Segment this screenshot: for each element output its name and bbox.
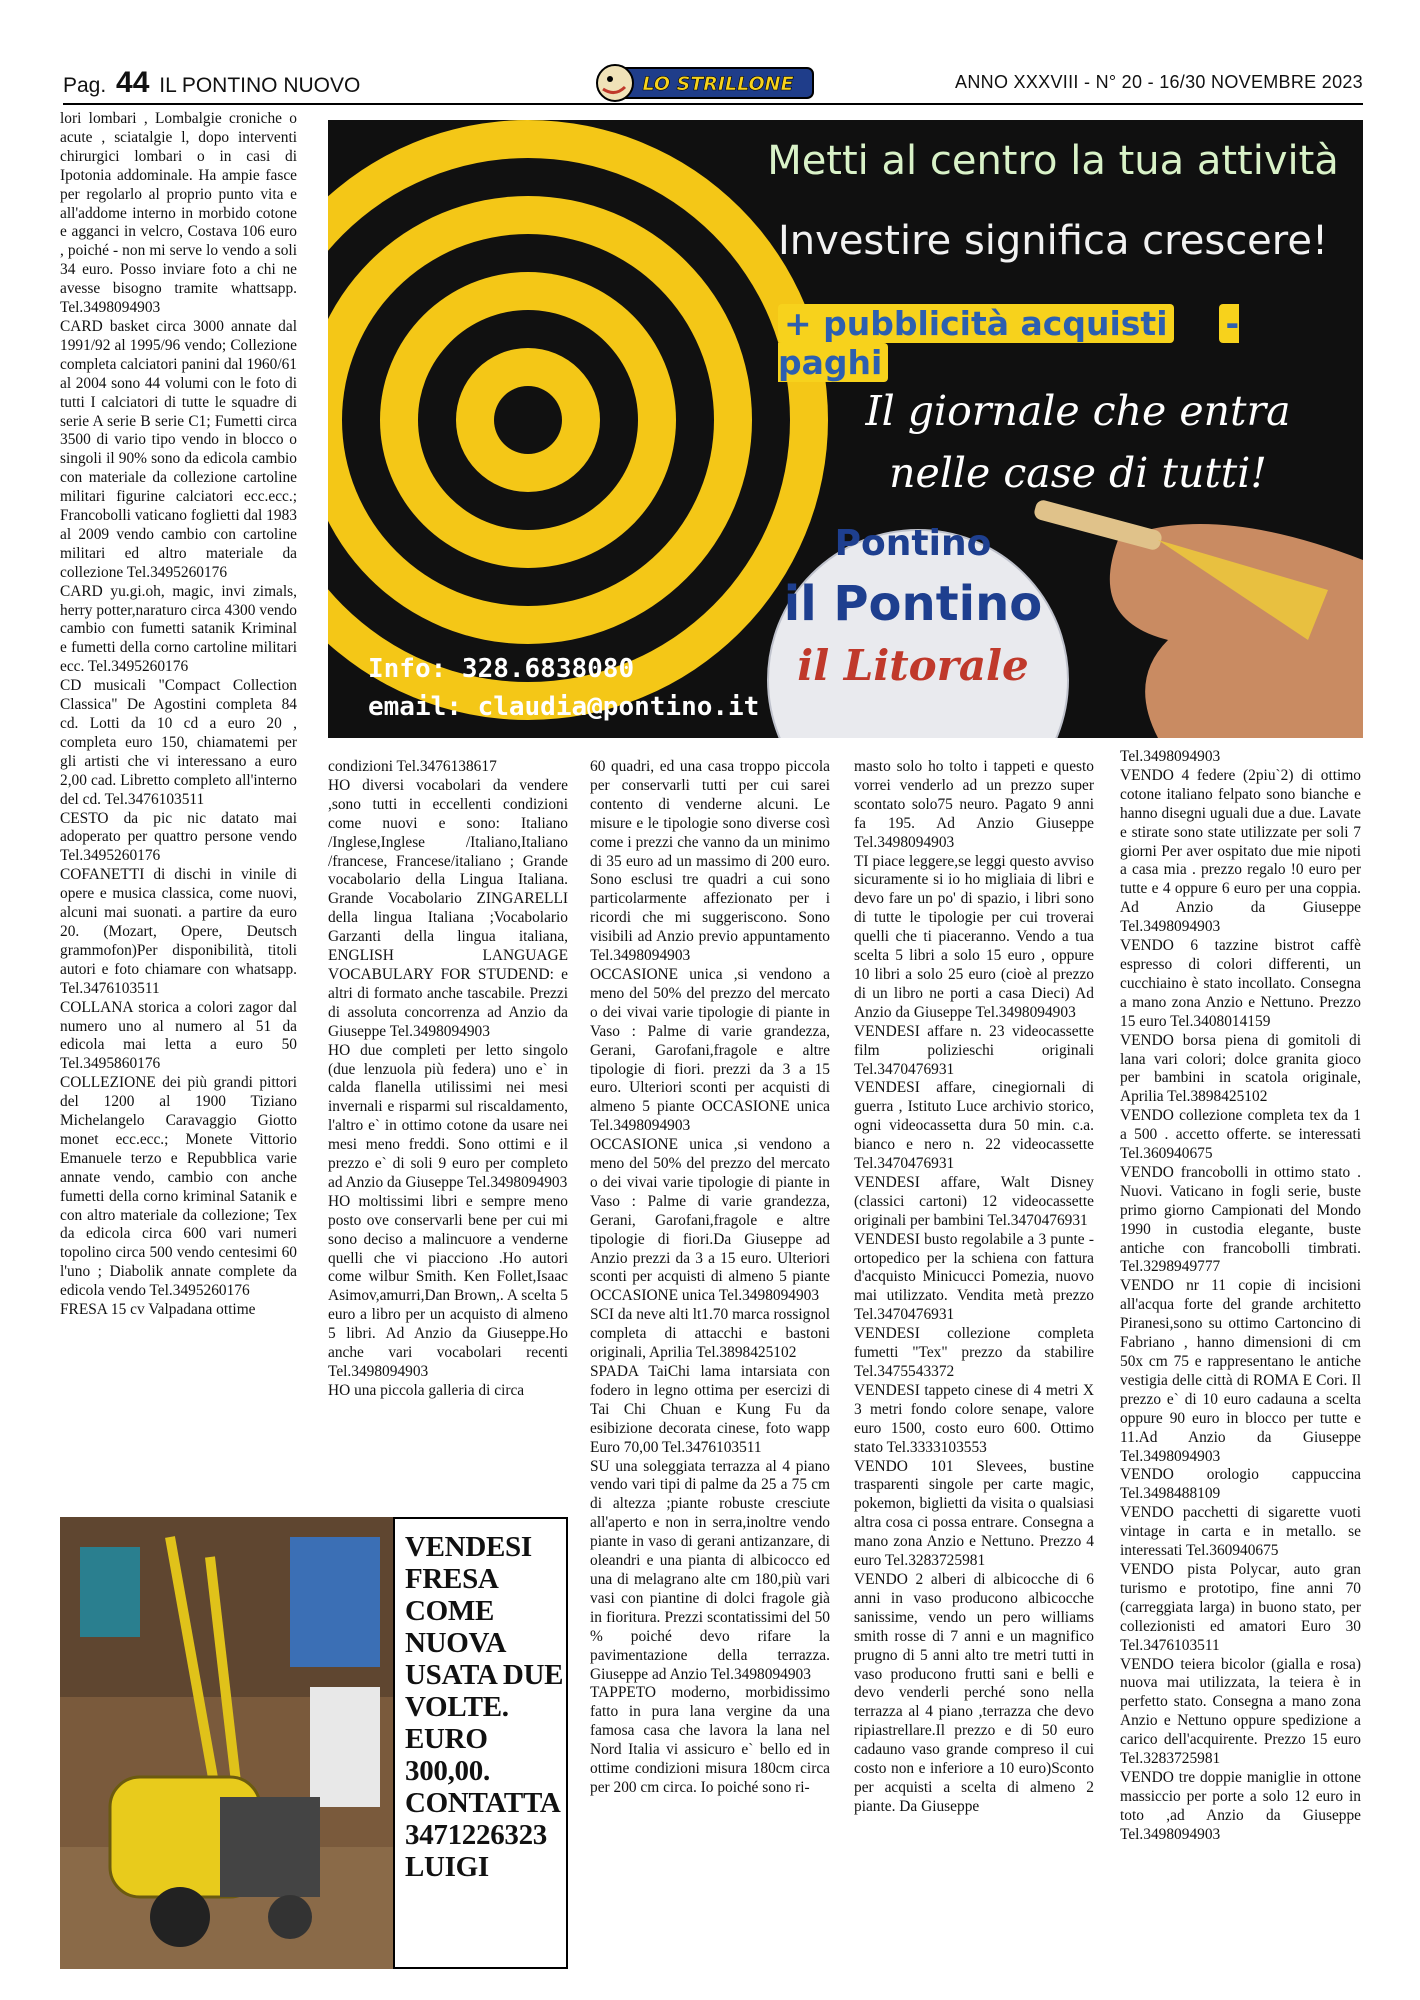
classifieds-column-1 [60, 110, 297, 1500]
classified-entry: COFANETTI di dischi in vinile di opere e musica classica, come nuovi, alcuni mai suonati. a partire da euro 20. (Mozart, Opere, Deutsch grammofon)Per disponibilità, titoli autori e foto chiamare con whatsapp. Tel.3476103511 [60, 866, 297, 997]
classified-entry: VENDESI busto regolabile a 3 punte - ortopedico per la schiena con fattura d'acquisto Minicucci Pomezia, nuovo mai utilizzato. Vendita metà prezzo Tel.3470476931 [854, 1230, 1094, 1324]
ad-slogan-line2: nelle case di tutti! [889, 449, 1267, 497]
classified-entry: lori lombari , Lombalgie croniche o acute , sciatalgie l, dopo interventi chirurgici lombari o in casi di Ipotonia addominale. Ha ampie fasce per regolarlo al proprio punto vita e all'addome interno in morbido cotone e agganci in velcro, Costava 106 euro , poiché - non mi serve lo vendo a soli 34 euro. Posso inviare foto a chi ne avesse bisogno tramite whattsapp. Tel.3498094903 [60, 110, 297, 317]
classified-entry: HO moltissimi libri e sempre meno posto ove conservarli bene per cui mi sono deciso a malincuore a venderne quelli che vi piacciono .Ho autori come wilbur Smith. Ken Follet,Isaac Asimov,amurri,Dan Brown,. A scelta 5 euro a libro per un acquisto di almeno 5 libri. Ad Anzio da Giuseppe.Ho anche vari vocabolari recenti Tel.3498094903 [328, 1192, 568, 1380]
paper-name: IL PONTINO NUOVO [159, 74, 361, 97]
classified-entry: VENDO 2 alberi di albicocche di 6 anni in vaso producono albicocche sanissime, vendo un pero williams smith rosse di 7 anni e un magnifico prugno di 5 anni alto tre metri tutti in vaso producono frutti sani e belli e devo venderli perché sono nella terrazza al 4 piano ,terrazza che devo ripiastrellare.Il prezzo e di 50 euro cadauno vaso grande compreso il cui costo non e inferiore a 10 euro)Sconto per acquisti a scelta di almeno 2 piante. Da Giuseppe [854, 1570, 1094, 1815]
classified-entry: VENDO 4 federe (2piu`2) di ottimo cotone italiano felpato sono bianche e hanno disegni uguali due a due. Lavate e stirate sono state utilizzate per soli 7 giorni Per aver ospitato due mie nipoti a casa mia . prezzo regalo !0 euro per tutte e 4 oppure 6 euro per una coppia. Ad Anzio da Giuseppe Tel.3498094903 [1120, 766, 1361, 936]
classified-entry: VENDO pacchetti di sigarette vuoti vintage in carta e in metallo. se interessati Tel.360940675 [1120, 1504, 1361, 1560]
classified-entry: VENDO nr 11 copie di incisioni all'acqua forte del grande architetto Piranesi,sono su ottimo Cartoncino di Fabriano , hanno dimensioni di cm 50x cm 75 e rappresentano le antiche vestigia delle città di ROMA E Cori. Il prezzo e` di 10 euro cadauna a scelta oppure 90 euro in blocco per tutte e 11.Ad Anzio da Giuseppe Tel.3498094903 [1120, 1277, 1361, 1465]
classified-entry: COLLEZIONE dei più grandi pittori del 1200 al 1900 Tiziano Michelangelo Caravaggio Giotto monet ecc.ecc.; Monete Vittorio Emanuele terzo e Repubblica varie annate vendo, cambio con anche fumetti della corno kriminal Satanik e con altro materiale da collezione; Tex da edicola circa 600 vari numeri topolino circa 500 vendo centesimi 60 l'uno ; Diabolik annate complete da edicola vendo Tel.3495260176 [60, 1074, 297, 1300]
header-left [63, 66, 360, 100]
ball-text-il-pontino: il Pontino [783, 576, 1043, 632]
classified-entry: VENDO collezione completa tex da 1 a 500 . accetto offerte. se interessati Tel.360940675 [1120, 1107, 1361, 1163]
classifieds-column-4 [854, 758, 1094, 1968]
page-number: 44 [116, 66, 150, 99]
fresa-photo [60, 1517, 393, 1969]
classified-entry: OCCASIONE unica ,si vendono a meno del 50% del prezzo del mercato o dei vivai varie tipologie di piante in Vaso : Palme di varie grandezza, Gerani, Garofani,fragole e altre tipologie di fiori. prezzi da 3 a 15 euro. Ulteriori sconti per acquisti di almeno 5 piante OCCASIONE unica Tel.3498094903 [590, 965, 830, 1135]
lo-strillone-logo [593, 62, 823, 104]
ad-contact [368, 650, 759, 726]
classified-entry: FRESA 15 cv Valpadana ottime [60, 1301, 256, 1319]
classified-entry: VENDO pista Polycar, auto gran turismo e prototipo, fine anni 70 (carreggiata larga) in buono stato, per collezionisti ed amatori Euro 30 Tel.3476103511 [1120, 1560, 1361, 1654]
classified-entry: VENDO 6 tazzine bistrot caffè espresso di colori differenti, un cucchiaino è stato incollato. Consegna a mano zona Anzio e Nettuno. Prezzo 15 euro Tel.3408014159 [1120, 937, 1361, 1030]
classified-entry: VENDO teiera bicolor (gialla e rosa) nuova mai utilizzata, la teiera è in perfetto stato. Consegna a mano zona Anzio e Nettuno oppure spedizione a carico dell'acquirente. Prezzo 15 euro Tel.3283725981 [1120, 1655, 1361, 1768]
classified-entry: VENDO 101 Slevees, bustine trasparenti singole per carte magic, pokemon, biglietti da visita o qualsiasi altra cosa ci possa entrare. Consegna a mano zona Anzio e Nettuno. Prezzo 4 euro Tel.3283725981 [854, 1457, 1094, 1570]
classified-entry: HO due completi per letto singolo (due lenzuola più federa) uno e` in calda flanella utilissimi nei mesi invernali e risparmi sul riscaldamento, l'altro e` in ottimo cotone da usare nei mesi meno freddi. Sono ottimi e il prezzo e` di soli 9 euro per completo ad Anzio da Giuseppe Tel.3498094903 [328, 1041, 568, 1191]
classified-entry: masto solo ho tolto i tappeti e questo vorrei venderlo ad un prezzo super scontato solo75 neuro. Pagato 9 anni fa 195. Ad Anzio Giuseppe Tel.3498094903 [854, 758, 1094, 851]
fresa-ad-box [393, 1517, 568, 1969]
fresa-ad-text: VENDESI FRESA COME NUOVA USATA DUE VOLTE. EURO 300,00. CONTATTA 3471226323 LUIGI [405, 1531, 564, 1883]
issue-info: ANNO XXXVIII - N° 20 - 16/30 NOVEMBRE 2023 [955, 72, 1363, 92]
ad-info-phone: Info: 328.6838080 [368, 654, 635, 684]
classified-entry: CESTO da pic nic datato mai adoperato per quattro persone vendo Tel.3495260176 [60, 809, 297, 865]
classified-entry: VENDO tre doppie maniglie in ottone massiccio per porte a solo 12 euro in toto ,ad Anzio da Giuseppe Tel.3498094903 [1120, 1768, 1361, 1843]
advertisement-banner [328, 120, 1363, 738]
classified-entry: VENDESI affare, cinegiornali di guerra , Istituto Luce archivio storico, ogni videocassetta dura 50 min. c.a. bianco e nero n. 22 videocassette Tel.3470476931 [854, 1079, 1094, 1173]
classified-entry: VENDESI tappeto cinese di 4 metri X 3 metri fondo colore senape, valore euro 1500, costo euro 600. Ottimo stato Tel.3333103553 [854, 1381, 1094, 1456]
classified-entry: VENDESI affare n. 23 videocassette film polizieschi originali Tel.3470476931 [854, 1022, 1094, 1078]
ad-subheadline: Investire significa crescere! [778, 218, 1328, 264]
classifieds-column-3 [590, 758, 830, 1968]
classifieds-column-2 [328, 758, 568, 1500]
classifieds-column-5 [1120, 748, 1361, 1968]
classified-entry: VENDESI affare, Walt Disney (classici cartoni) 12 videocassette originali per bambini Tel.3470476931 [854, 1173, 1094, 1229]
classified-entry: HO una piccola galleria di circa [328, 1381, 525, 1399]
page-header [63, 62, 1363, 102]
classified-entry: TAPPETO moderno, morbidissimo fatto in pura lana vergine da una famosa casa che lavora la lana nel Nord Italia vi assicuro e` bello ed in ottime condizioni misura 180cm circa per 200 cm circa. Io poiché sono ri- [590, 1684, 830, 1796]
classified-entry: CD musicali "Compact Collection Classica" De Agostini completa 84 cd. Lotti da 10 cd a euro 20 , completa euro 150, chiamatemi per gli artisti che vi interessano a euro 2,00 cad. Libretto completo all'interno del cd. Tel.3476103511 [60, 677, 297, 808]
classified-entry: COLLANA storica a colori zagor dal numero uno al numero al 51 da edicola mai letta a euro 50 Tel.3495860176 [60, 998, 297, 1073]
classified-entry: VENDO borsa piena di gomitoli di lana vari colori; dolce granita gioco per bambini in scatola originale, Aprilia Tel.3898425102 [1120, 1031, 1361, 1106]
pag-label: Pag. [63, 74, 107, 97]
classified-entry: VENDO francobolli in ottimo stato . Nuovi. Vaticano in fogli serie, buste primo giorno Campionati del Mondo 1990 in custodia elegante, buste antiche con francobolli timbrati. Tel.3298949777 [1120, 1163, 1361, 1276]
classified-entry: SCI da neve alti lt1.70 marca rossignol completa di attacchi e bastoni originali, Aprilia Tel.3898425102 [590, 1306, 830, 1362]
ad-slogan [798, 380, 1358, 504]
classified-entry: condizioni Tel.3476138617 [328, 758, 497, 775]
ad-minus-text: - paghi [778, 304, 1240, 382]
classified-entry: 60 quadri, ed una casa troppo piccola per conservarli tutti per cui sarei contento di venderne alcuni. Le misure e le tipologie sono diverse così come i prezzi che vanno da un minimo di 35 euro ad un massimo di 200 euro. Sono esclusi tre quadri a cui sono particolarmente affezionato per i ricordi che mi suggeriscono. Sono visibili ad Anzio previo appuntamento Tel.3498094903 [590, 758, 830, 965]
ball-text-litorale: il Litorale [797, 641, 1029, 690]
classified-entry: CARD yu.gi.oh, magic, invi zimals, herry potter,naraturo circa 4300 vendo cambio con fumetti satanik Kriminal e fumetti della corno cartoline militari ecc. Tel.3495260176 [60, 582, 297, 676]
ad-slogan-line1: Il giornale che entra [865, 387, 1291, 435]
classified-entry: OCCASIONE unica ,si vendono a meno del 50% del prezzo del mercato o dei vivai varie tipologie di piante in Vaso : Palme di varie grandezza, Gerani, Garofani,fragole e altre tipologie di fiori.Da Giuseppe ad Anzio prezzi da 3 a 15 euro. Ulteriori sconti per acquisti di almeno 5 piante OCCASIONE unica Tel.3498094903 [590, 1136, 830, 1305]
classified-entry: SPADA TaiChi lama intarsiata con fodero in legno ottima per esercizi di Tai Chi Chuan e Kung Fu da esibizione decorata cinese, foto wapp Euro 70,00 Tel.3476103511 [590, 1363, 830, 1456]
ad-headline: Metti al centro la tua attività [767, 138, 1339, 184]
classified-entry: VENDESI collezione completa fumetti "Tex" prezzo da stabilire Tel.3475543372 [854, 1325, 1094, 1380]
classified-entry: HO diversi vocabolari da vendere ,sono tutti in eccellenti condizioni come nuovi e sono: Italiano /Inglese,Inglese /Italiano,Italiano /francese, Francese/italiano ; Grande vocabolario della Lingua Italiana. Grande Vocabolario ZINGARELLI della lingua Italiana ;Vocabolario Garzanti della lingua italiana, ENGLISH LANGUAGE VOCABULARY FOR STUDEND: e altri di formato anche tascabile. Prezzi di assoluta concorrenza ad Anzio da Giuseppe Tel.3498094903 [328, 776, 568, 1040]
classified-entry: SU una soleggiata terrazza al 4 piano vendo vari tipi di palme da 25 a 75 cm di altezza ;piante robuste cresciute all'aperto e non in serra,inoltre vendo piante in vaso di gerani antizanzare, di oleandri e una pianta di albicocco ed una di melagrano alte cm 180,più vari vasi con piantine di dolci fragole già in fioritura. Prezzi scontatissimi del 50 % poiché devo rifare la pavimentazione della terrazza. Giuseppe ad Anzio Tel.3498094903 [590, 1457, 830, 1683]
classified-entry: TI piace leggere,se leggi questo avviso sicuramente si io ho migliaia di libri e devo fare un po' di spazio, i libri sono di tutte le tipologie per cui troverai quelli che ti piaceranno. Vendo a tua scelta 5 libri a solo 15 euro , oppure 10 libri a solo 25 euro (cioè al prezzo di un libro ne porti a casa Dieci) Ad Anzio da Giuseppe Tel.3498094903 [854, 852, 1094, 1021]
ad-info-email: email: claudia@pontino.it [368, 692, 760, 722]
ad-plus-text: + pubblicità acquisti [778, 304, 1174, 343]
logo-text: LO STRILLONE [642, 73, 794, 95]
ball-text-pontino: Pontino [834, 523, 992, 564]
header-rule [63, 103, 1363, 105]
classified-entry: CARD basket circa 3000 annate dal 1991/92 al 1995/96 vendo; Collezione completa calciatori panini dal 1960/61 al 2004 sono 44 volumi con le foto di tutti I calciatori di tutte le squadre di serie A serie B serie C1; Fumetti circa 3500 di vario tipo vendo in blocco o singoli il 90% sono da edicola cambio con materiale da collezione cartoline militari figurine calciatori ecc.ecc.; Francobolli vaticano foglietti dal 1983 al 2009 vendo cambio con cartoline militari ed altro materiale da collezione Tel.3495260176 [60, 317, 297, 581]
classified-entry: VENDO orologio cappuccina Tel.3498488109 [1120, 1466, 1361, 1503]
ad-pub-line [778, 304, 1338, 382]
classified-entry: Tel.3498094903 [1120, 748, 1221, 765]
